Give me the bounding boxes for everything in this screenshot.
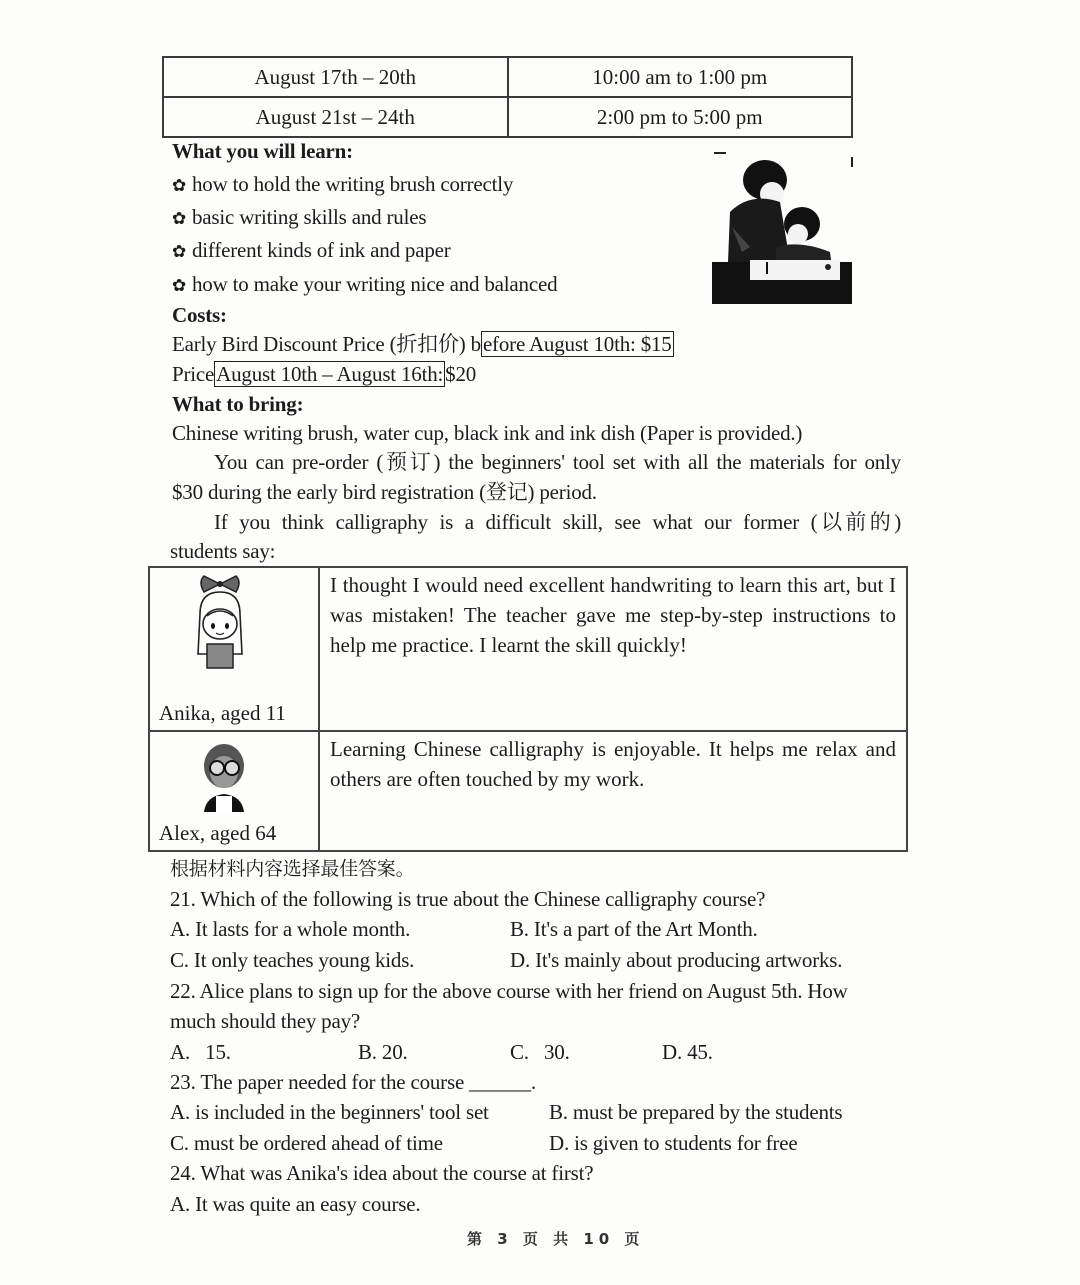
question-22-stem-1: 22. Alice plans to sign up for the above course with her friend on August 5th. How [170,979,848,1003]
question-24-stem: 24. What was Anika's idea about the course at first? [170,1161,594,1185]
learn-item-text: how to hold the writing brush correctly [192,172,514,196]
schedule-time: 2:00 pm to 5:00 pm [508,97,853,137]
q21-option-d: D. It's mainly about producing artworks. [510,948,843,972]
q23-option-b: B. must be prepared by the students [549,1100,843,1124]
regular-price-value: $20 [445,362,477,386]
old-man-with-glasses-icon [194,738,254,814]
testimonial-quote: I thought I would need excellent handwriting to learn this art, but I was mistaken! The teacher gave me step-by-step instructions to help me practice. I learnt the skill quickly! [330,573,896,657]
bring-heading: What to bring: [172,392,304,416]
q24-option-a: A. It was quite an easy course. [170,1192,421,1216]
testimonial-name: Anika, aged 11 [159,701,286,725]
testimonial-person [150,568,320,730]
bring-items: Chinese writing brush, water cup, black ink and ink dish (Paper is provided.) [172,421,803,445]
regular-price-boxed-text: August 10th – August 16th: [216,362,444,386]
flower-bullet-icon: ✿ [172,276,187,295]
learn-item [172,204,426,232]
question-23-stem: 23. The paper needed for the course ______. [170,1070,536,1094]
q22-option-b: B. 20. [358,1040,408,1064]
q21-option-c: C. It only teaches young kids. [170,948,415,972]
regular-price [172,361,476,387]
former-line-2: students say: [170,539,276,563]
page-number: 第 3 页 共 10 页 [467,1230,645,1248]
q22-option-a: A. 15. [170,1040,231,1064]
testimonial-row [150,568,906,730]
q23-option-c: C. must be ordered ahead of time [170,1131,443,1155]
costs-heading: Costs: [172,303,227,327]
testimonial-name: Alex, aged 64 [159,821,277,845]
schedule-table [162,56,853,138]
girl-with-bow-icon [190,574,250,674]
flower-bullet-icon: ✿ [172,242,187,261]
former-line-1: If you think calligraphy is a difficult skill, see what our former (以前的) [214,510,901,534]
learn-item [172,271,557,299]
regular-price-label: Price [172,362,215,386]
schedule-dates: August 21st – 24th [163,97,508,137]
flower-bullet-icon: ✿ [172,176,187,195]
q22-option-c: C. 30. [510,1040,570,1064]
learn-item-text: different kinds of ink and paper [192,238,451,262]
learn-item [172,171,513,199]
early-bird-boxed-text: efore August 10th: $15 [482,332,672,356]
learn-item-text: basic writing skills and rules [192,205,427,229]
early-bird-label: Early Bird Discount Price (折扣价) b [172,332,481,356]
q23-option-d: D. is given to students for free [549,1131,798,1155]
testimonial-row [150,730,906,850]
testimonials-table [148,566,908,852]
learn-item [172,237,451,265]
calligraphy-lesson-illustration-icon [710,152,860,312]
learn-item-text: how to make your writing nice and balanced [192,272,558,296]
question-22-stem-2: much should they pay? [170,1009,361,1033]
learn-heading: What you will learn: [172,139,353,163]
preorder-line-1: You can pre-order (预订) the beginners' tool set with all the materials for only [214,450,901,474]
schedule-dates: August 17th – 20th [163,57,508,97]
question-21-stem: 21. Which of the following is true about the Chinese calligraphy course? [170,887,766,911]
testimonial-quote: Learning Chinese calligraphy is enjoyable. It helps me relax and others are often touched by my work. [330,737,896,791]
q23-option-a: A. is included in the beginners' tool set [170,1100,489,1124]
flower-bullet-icon: ✿ [172,209,187,228]
schedule-time: 10:00 am to 1:00 pm [508,57,853,97]
q22-option-d: D. 45. [662,1040,713,1064]
testimonial-person [150,732,320,850]
preorder-line-2: $30 during the early bird registration (登记) period. [172,480,597,504]
q21-option-b: B. It's a part of the Art Month. [510,917,758,941]
schedule-row [163,97,852,137]
q21-option-a: A. It lasts for a whole month. [170,917,411,941]
schedule-row [163,57,852,97]
early-bird-price [172,331,674,357]
questions-instruction: 根据材料内容选择最佳答案。 [170,858,415,880]
